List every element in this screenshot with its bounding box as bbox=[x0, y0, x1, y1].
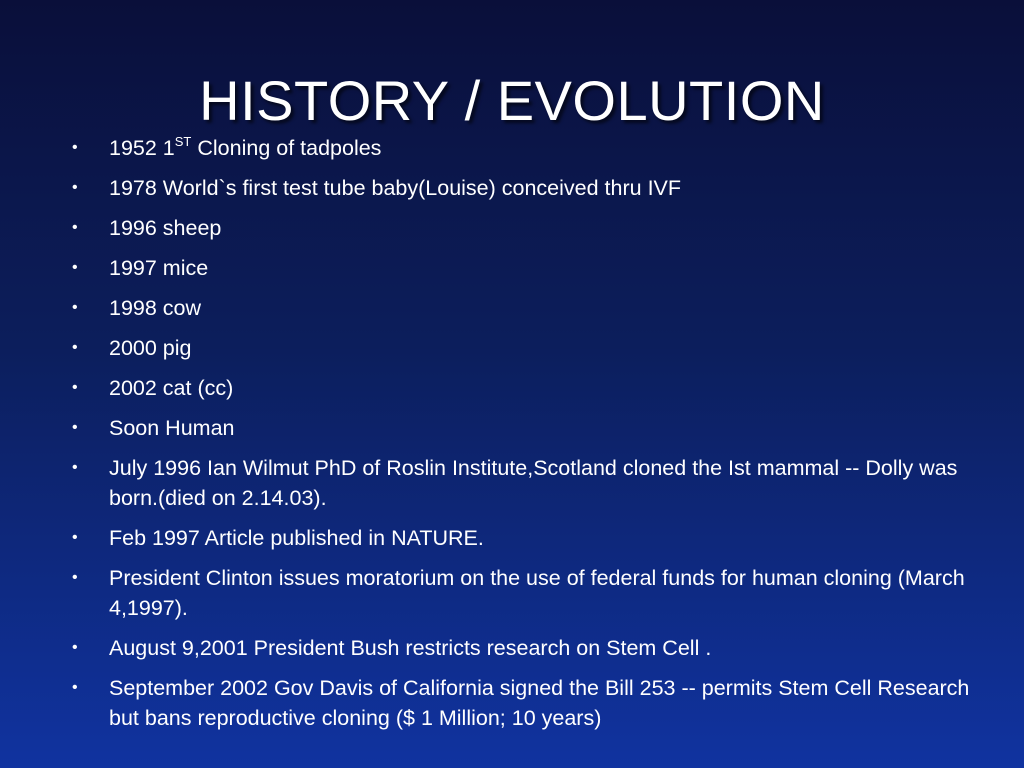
bullet-dot: • bbox=[72, 379, 78, 396]
bullet-dot: • bbox=[72, 299, 78, 316]
bullet-dot: • bbox=[72, 259, 78, 276]
list-item bbox=[72, 413, 972, 443]
bullet-dot: • bbox=[72, 419, 78, 436]
item-text: 1996 sheep bbox=[109, 216, 222, 240]
item-text: 2000 pig bbox=[109, 336, 192, 360]
list-item bbox=[72, 673, 972, 733]
bullet-dot: • bbox=[72, 339, 78, 356]
item-text: 1978 World`s first test tube baby(Louise) conceived thru IVF bbox=[109, 176, 682, 200]
item-text: 1997 mice bbox=[109, 256, 209, 280]
item-text-superscript: ST bbox=[174, 134, 192, 149]
item-text: President Clinton issues moratorium on the use of federal funds for human cloning (March 4,1997). bbox=[109, 566, 965, 620]
item-text: September 2002 Gov Davis of California signed the Bill 253 -- permits Stem Cell Research but bans reproductive cloning ($ 1 Million; 10 years) bbox=[109, 676, 970, 730]
item-text: Soon Human bbox=[109, 416, 235, 440]
list-item bbox=[72, 453, 972, 513]
list-item bbox=[72, 633, 972, 663]
bullet-dot: • bbox=[72, 139, 78, 156]
list-item bbox=[72, 333, 972, 363]
list-item bbox=[72, 253, 972, 283]
item-text: August 9,2001 President Bush restricts research on Stem Cell . bbox=[109, 636, 712, 660]
list-item bbox=[72, 213, 972, 243]
item-text: 1998 cow bbox=[109, 296, 202, 320]
item-text-post: Cloning of tadpoles bbox=[191, 136, 382, 160]
bullet-list bbox=[72, 133, 972, 743]
bullet-dot: • bbox=[72, 679, 78, 696]
list-item bbox=[72, 373, 972, 403]
list-item bbox=[72, 293, 972, 323]
bullet-dot: • bbox=[72, 219, 78, 236]
list-item bbox=[72, 523, 972, 553]
item-text: 2002 cat (cc) bbox=[109, 376, 234, 400]
list-item bbox=[72, 173, 972, 203]
bullet-dot: • bbox=[72, 569, 78, 586]
list-item bbox=[72, 563, 972, 623]
list-item bbox=[72, 133, 972, 163]
bullet-dot: • bbox=[72, 459, 78, 476]
item-text: Feb 1997 Article published in NATURE. bbox=[109, 526, 484, 550]
bullet-dot: • bbox=[72, 529, 78, 546]
item-text: July 1996 Ian Wilmut PhD of Roslin Institute,Scotland cloned the Ist mammal -- Dolly was born.(died on 2.14.03). bbox=[109, 456, 958, 510]
item-text-pre: 1952 1 bbox=[109, 136, 175, 160]
slide-title: HISTORY / EVOLUTION bbox=[199, 68, 825, 132]
bullet-dot: • bbox=[72, 639, 78, 656]
bullet-dot: • bbox=[72, 179, 78, 196]
